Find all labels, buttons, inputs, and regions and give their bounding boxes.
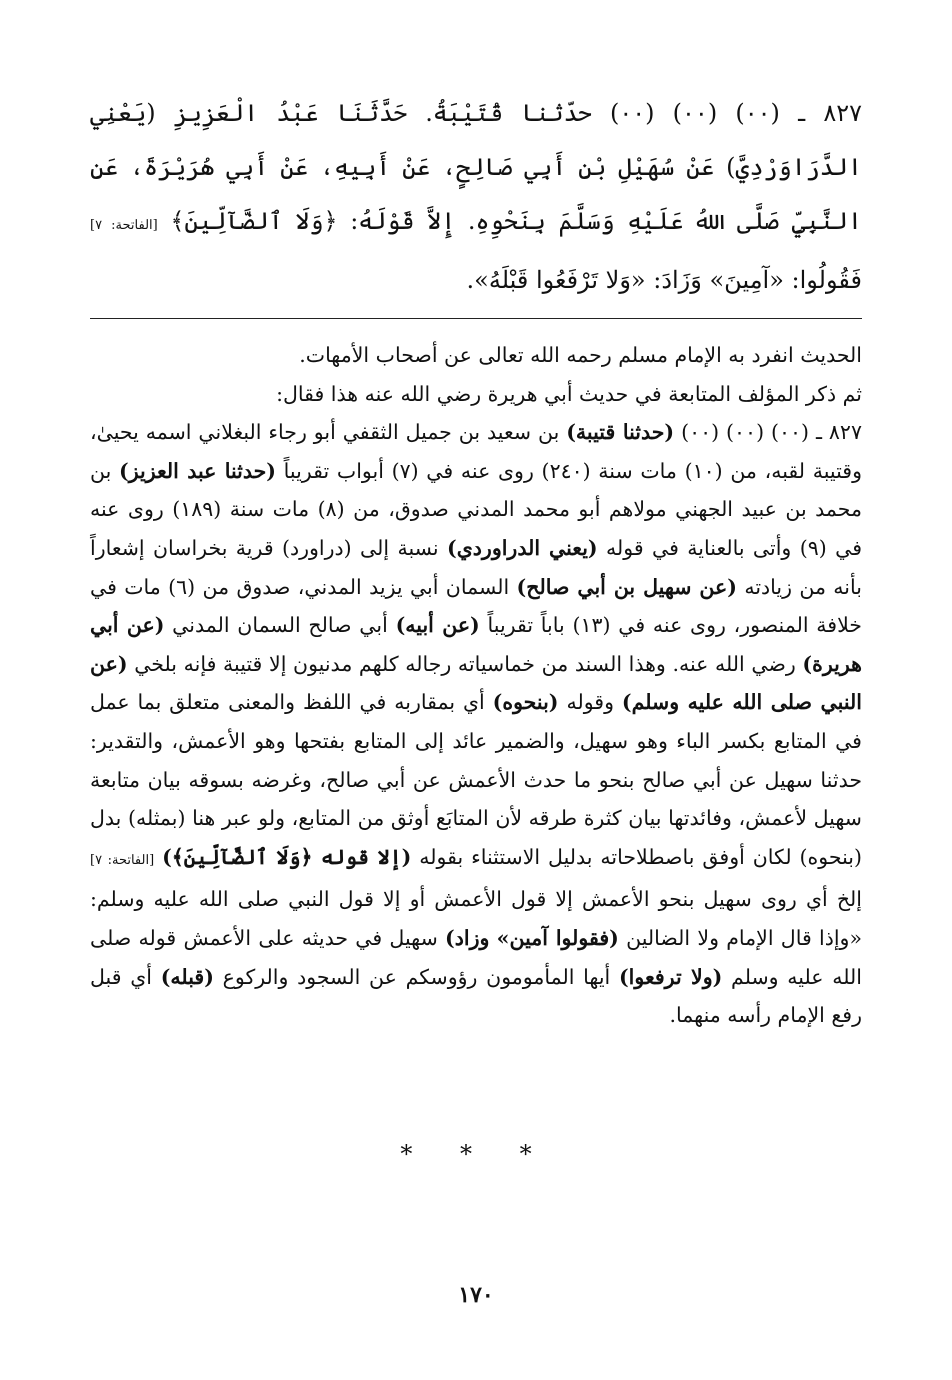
quoted-term: (يعني الدراوردي) xyxy=(447,535,598,560)
text-segment: بن سعيد بن جميل الثقفي أبو رجاء البغلاني اسمه يحيىٰ، وقتيبة لقبه، من (١٠) مات سنة (٢٤٠) روى عنه في (٧) أبواب تقريباً xyxy=(90,420,862,483)
commentary-paragraph xyxy=(90,413,862,1035)
quoted-term: (عن سهيل بن أبي صالح) xyxy=(516,574,737,599)
quoted-term: (ولا ترفعوا) xyxy=(618,964,723,989)
text-segment: بن محمد بن عبيد الجهني مولاهم أبو محمد المدني صدوق، من (٨) مات سنة (١٨٩) روى عنه في (٩) وأتى بالعناية في قوله xyxy=(90,458,862,560)
text-segment: السمان أبي يزيد المدني، صدوق من (٦) مات في خلافة المنصور، روى عنه في (١٣) باباً تقريباً xyxy=(90,574,862,638)
text-segment: سهيل في حديثه على الأعمش قوله صلى الله عليه وسلم xyxy=(90,925,862,989)
quoted-term: (حدثنا عبد العزيز) xyxy=(119,458,276,483)
quoted-term: (عن النبي صلى الله عليه وسلم) xyxy=(90,651,862,715)
text-segment: أبي صالح السمان المدني xyxy=(172,613,388,638)
commentary-line-1: الحديث انفرد به الإمام مسلم رحمه الله تعالى عن أصحاب الأمهات. xyxy=(299,343,862,367)
quoted-term: (فقولوا آمين» xyxy=(496,925,619,950)
quoted-term: (قبله) xyxy=(160,964,214,989)
footnote-divider xyxy=(90,318,862,319)
commentary-block xyxy=(90,336,862,1035)
surah-reference: [الفاتحة: ٧] xyxy=(90,218,158,233)
section-separator: * * * xyxy=(400,1140,552,1168)
hadith-block xyxy=(90,86,862,307)
text-segment: رضي الله عنه. وهذا السند من خماسياته رجاله كلهم مدنيون إلا قتيبة فإنه بلخي xyxy=(134,651,796,676)
text-segment: وقوله xyxy=(566,690,614,715)
quoted-term: (بنحوه) xyxy=(492,690,559,715)
quoted-term: (إلا قوله ﴿وَلَا ٱلضَّآلِّينَ﴾) xyxy=(162,844,412,869)
quoted-term: وزاد) xyxy=(445,925,490,950)
commentary-line-2: ثم ذكر المؤلف المتابعة في حديث أبي هريرة رضي الله عنه هذا فقال: xyxy=(276,381,862,406)
surah-reference: [الفاتحة: ٧] xyxy=(90,852,155,868)
text-segment: أيها المأمومون رؤوسكم عن السجود والركوع xyxy=(222,964,611,989)
quoted-term: (حدثنا قتيبة) xyxy=(566,420,675,445)
text-segment: نسبة إلى (دراورد) قرية بخراسان إشعاراً بأنه من زيادته xyxy=(90,535,862,599)
quoted-term: (عن أبي هريرة) xyxy=(90,613,862,676)
text-segment: إلخ أي روى سهيل بنحو الأعمش إلا قول الأعمش أو إلا قول النبي صلى الله عليه وسلم: «وإذا قال الإمام ولا الضالين xyxy=(90,887,862,950)
page-number: ١٧٠ xyxy=(458,1282,494,1308)
hadith-part-1: ٨٢٧ ـ (٠٠) (٠٠) (٠٠) حدّثنا قُتَيْبَةُ. حَدَّثَنَا عَبْدُ الْعَزِيزِ (يَعْنِي الدَّرَاوَرْدِيَّ) عَنْ سُهَيْلِ بْنِ أَبِي صَالِحٍ، عَنْ أَبِيهِ، عَنْ أَبِي هُرَيْرَةَ، عَنِ النَّبِيِّ صَلَّى اللهُ عَلَيْهِ وَسَلَّمَ بِنَحْوِهِ. إِلاَّ قَوْلَهُ: ﴿وَلَا ٱلضَّآلِّينَ﴾ xyxy=(90,99,862,235)
quoted-term: (عن أبيه) xyxy=(395,613,480,638)
hadith-part-2: فَقُولُوا: «آمِينَ» وَزَادَ: «وَلا تَرْفَعُوا قَبْلَهُ». xyxy=(466,266,862,294)
text-segment: أي قبل رفع الإمام رأسه منهما. xyxy=(90,964,862,1028)
text-segment: أي بمقاربه في اللفظ والمعنى متعلق بما عمل في المتابع بكسر الباء وهو سهيل، والضمير عائد إلى المتابع بفتحها وهو الأعمش، والتقدير: حدثنا سهيل عن أبي صالح بنحو ما حدث الأعمش عن أبي صالح، وغرضه بسوقه بيان متابعة سهيل لأعمش، وفائدتها بيان كثرة طرقه لأن المتابَع أوثق من المتابع، ولو عبر هنا (بمثله) بدل (بنحوه) لكان أوفق باصطلاحاته بدليل الاستثناء بقوله xyxy=(90,690,862,869)
text-segment: ٨٢٧ ـ (٠٠) (٠٠) (٠٠) xyxy=(681,420,862,445)
hadith-text xyxy=(90,86,862,307)
